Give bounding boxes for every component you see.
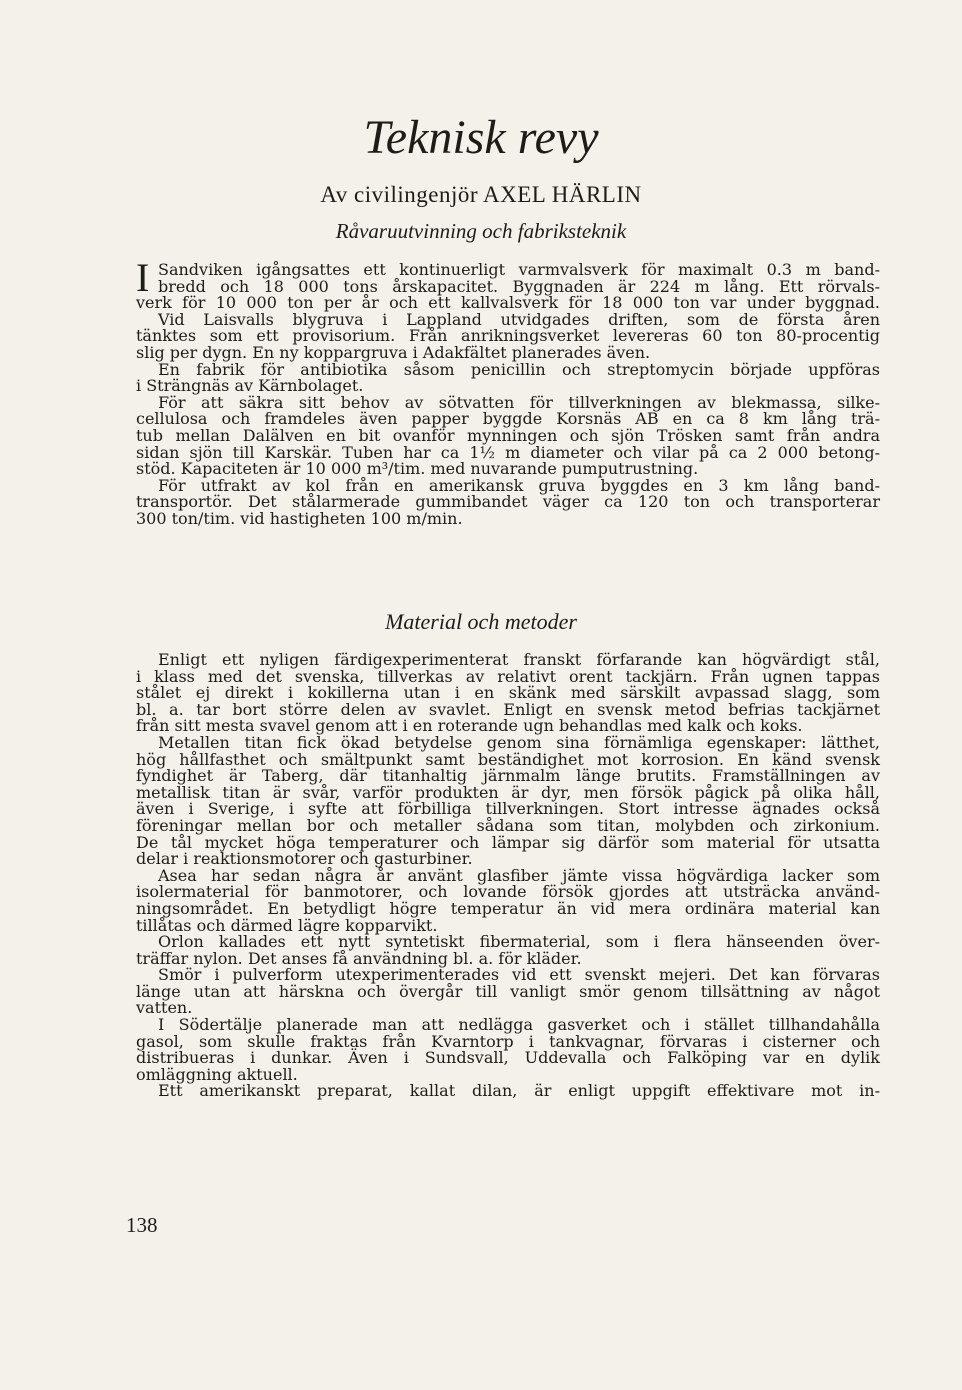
text-line: omläggning aktuell. <box>136 1064 298 1084</box>
text-line: bl. a. tar bort större delen av svavlet. Enligt en svensk metod befrias tackjärnet <box>136 699 880 719</box>
text-line: transportör. Det stålarmerade gummibandet väger ca 120 ton och transporterar <box>136 492 880 512</box>
text-line: En fabrik för antibiotika såsom penicillin och streptomycin började uppföras <box>158 359 880 379</box>
text-line: i Strängnäs av Kärnbolaget. <box>136 376 364 396</box>
text-line: För att säkra sitt behov av sötvatten för tillverkningen av blekmassa, silke- <box>158 392 880 412</box>
article-title: Teknisk revy <box>363 111 599 164</box>
text-line: bredd och 18 000 tons årskapacitet. Byggnaden är 224 m lång. Ett rörvals- <box>158 276 880 296</box>
text-line: länge utan att härskna och övergår till vanligt smör genom tillsättning av något <box>136 981 880 1001</box>
section2-body <box>136 652 880 1100</box>
text-line: De tål mycket höga temperaturer och lämpar sig därför som material för utsatta <box>136 832 880 852</box>
text-line: träffar nylon. Det anses få användning bl. a. för kläder. <box>136 948 582 968</box>
section-subtitle: Råvaruutvinning och fabriksteknik <box>335 219 627 243</box>
text-line: slig per dygn. En ny koppargruva i Adakfältet planerades även. <box>136 342 651 362</box>
page-number: 138 <box>126 1213 158 1237</box>
text-line: Metallen titan fick ökad betydelse genom sina förnämliga egenskaper: lätthet, <box>158 732 880 752</box>
text-line: delar i reaktionsmotorer och gasturbiner. <box>136 849 473 869</box>
text-line: sidan sjön till Karskär. Tuben har ca 1½ m diameter och vilar på ca 2 000 betong- <box>136 442 880 462</box>
text-line: 300 ton/tim. vid hastigheten 100 m/min. <box>136 508 463 528</box>
text-line: även i Sverige, i syfte att förbilliga tillverkningen. Stort intresse ägnades också <box>136 799 880 819</box>
text-line: Asea har sedan några år använt glasfiber jämte vissa högvärdiga lacker som <box>158 865 880 885</box>
text-line: För utfrakt av kol från en amerikansk gruva byggdes en 3 km lång band- <box>158 475 880 495</box>
text-line: I Södertälje planerade man att nedlägga gasverket och i stället tillhandahålla <box>158 1015 880 1035</box>
text-line: cellulosa och framdeles även papper byggde Korsnäs AB en ca 8 km lång trä- <box>136 409 880 429</box>
text-line: tub mellan Dalälven en bit ovanför mynningen och sjön Trösken samt från andra <box>136 425 880 445</box>
text-line: vatten. <box>136 998 193 1018</box>
section1-body <box>136 262 880 528</box>
text-line: från sitt mesta svavel genom att i en roterande ugn behandlas med kalk och koks. <box>136 716 803 736</box>
text-line: föreningar mellan bor och metaller sådana som titan, molybden och zirkonium. <box>136 815 880 835</box>
text-line: tänktes som ett provisorium. Från anrikningsverket levereras 60 ton 80-procentig <box>136 326 880 346</box>
text-line: gasol, som skulle fraktas från Kvarntorp i tankvagnar, förvaras i cisterner och <box>136 1031 880 1051</box>
text-line: isolermaterial för banmotorer, och lovande försök gjordes att utsträcka använd- <box>136 882 880 902</box>
text-line: i klass med det svenska, tillverkas av relativt orent tackjärn. Från ugnen tappas <box>136 666 880 686</box>
text-line: stöd. Kapaciteten är 10 000 m³/tim. med nuvarande pumputrustning. <box>136 459 699 479</box>
section-heading: Material och metoder <box>385 609 577 634</box>
text-line: metallisk titan är svår, varför produkten är dyr, men försök pågick på olika håll, <box>136 782 880 802</box>
text-line: fyndighet är Taberg, där titanhaltig järnmalm länge brutits. Framställningen av <box>136 766 880 786</box>
author-byline: Av civilingenjör AXEL HÄRLIN <box>320 182 642 207</box>
text-line: Orlon kallades ett nytt syntetiskt fibermaterial, som i flera hänseenden över- <box>158 932 880 952</box>
text-line: tillåtas och därmed lägre kopparvikt. <box>136 915 438 935</box>
text-line: Enligt ett nyligen färdigexperimenterat franskt förfarande kan högvärdigt stål, <box>158 650 880 669</box>
text-line: Vid Laisvalls blygruva i Lappland utvidgades driften, som de första åren <box>158 309 880 329</box>
text-line: Sandviken igångsattes ett kontinuerligt varmvalsverk för maximalt 0.3 m band- <box>158 260 880 279</box>
drop-cap: I <box>136 255 150 300</box>
text-line: Ett amerikanskt preparat, kallat dilan, är enligt uppgift effektivare mot in- <box>158 1081 880 1101</box>
text-line: stålet ej direkt i kokillerna utan i en skänk med särskilt avpassad slagg, som <box>136 683 880 703</box>
text-line: Smör i pulverform utexperimenterades vid ett svenskt mejeri. Det kan förvaras <box>158 965 880 985</box>
text-line: ningsområdet. En betydligt högre temperatur än vid mera ordinära material kan <box>136 898 880 918</box>
text-line: verk för 10 000 ton per år och ett kallvalsverk för 18 000 ton var under byggnad. <box>136 293 880 313</box>
text-line: distribueras i dunkar. Även i Sundsvall, Uddevalla och Falköping var en dylik <box>136 1048 880 1068</box>
text-line: hög hållfasthet och smältpunkt samt beständighet mot korrosion. En känd svensk <box>136 749 880 769</box>
